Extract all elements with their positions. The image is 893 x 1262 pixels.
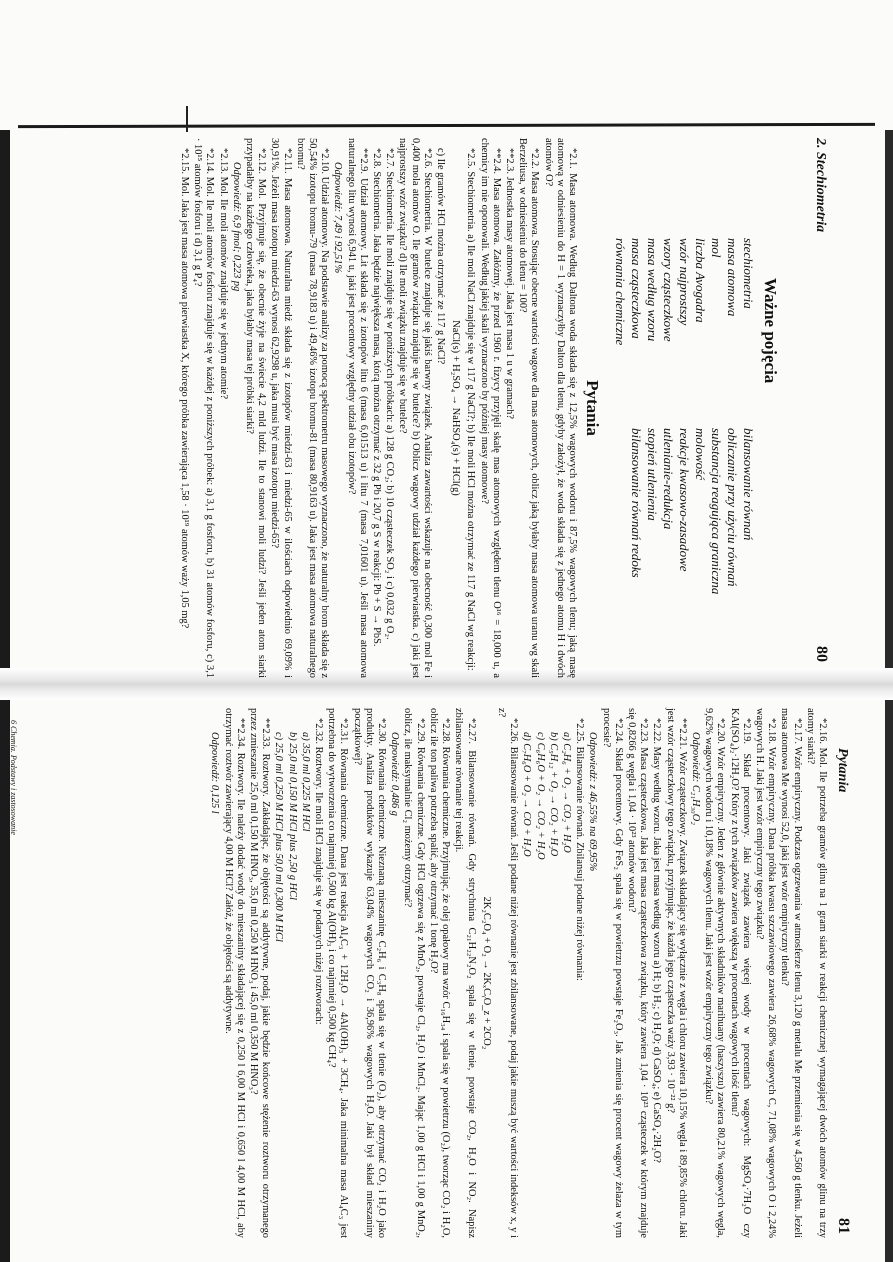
question-2-29: *2.29. Równania chemiczne. Gdy HCl ogrzewa się z MnO₂, powstaje Cl₂, H₂O i MnCl₂. Mając 1,00 g HCl i 1,00 g MnO₂, oblicz, ile maksymalnie Cl₂ możemy otrzymać? <box>402 708 426 1238</box>
equation-2-25c: c) C₆H₆O + O₂ → CO₂ + H₂O <box>534 732 546 860</box>
binder-mark <box>186 106 188 132</box>
question-2-24: *2.24. Skład procentowy. Gdy FeS₂ spala się w powietrzu powstaje Fe₂O₃. Jak zmienia się procent wagowy żelaza w tym procesie? <box>600 708 624 1238</box>
question-2-12: *2.12. Mol. Przyjmuje się, że obecnie żyje na świecie 4,2 mld ludzi. Ile to stanowi moli ludzi? Jeśli jeden atom siarki przypadałby na każdego człowieka, jaka byłaby masa tej próbki siarki? <box>243 138 268 678</box>
term-item: stopień utlenienia <box>645 428 660 521</box>
term-item: reakcje kwasowo-zasadowe <box>677 428 692 572</box>
question-2-3: **2.3. Jednostka masy atomowej. Jaka jest masa 1 u w gramach? <box>503 148 515 419</box>
question-2-5: *2.5. Stechiometria. a) Ile moli NaCl znajduje się w 117 g NaCl?; b) Ile moli HCl można otrzymać ze 117 g NaCl wg reakcji: <box>465 148 477 671</box>
term-item: bilansowanie równań <box>741 428 756 541</box>
left-page-questions <box>58 138 602 678</box>
question-2-17: *2.17. Wzór empiryczny. Podczas ogrzewania w atmosferze tlenu 3,120 g metalu Me przemienia się w 4,560 g tlenku. Jeżeli masa atomowa Me wynosi 52,0, jaki jest wzór empiryczny tlenku? <box>779 708 803 1238</box>
question-2-34: **2.34. Roztwory. Ile należy dodać wody do mieszaniny składającej się z 0,250 l 6,00 M HCl i 0,650 l 4,00 M HCl, aby otrzymać roztwór zawierający 4,00 M HCl? Załóż, że objętości są addytywne. <box>222 708 246 1238</box>
page-footer: 6 Chemia. Podstawy i zastosowanie <box>9 720 18 835</box>
question-2-28: *2.28. Równania chemiczne. Przyjmując, że olej opałowy ma wzór C₁₆H₃₄ i spala się w powietrzu (O₂), tworząc CO₂ i H₂O, oblicz ile ton paliwa potrzeba spalić, aby otrzymać 1 tonę H₂O? <box>427 708 452 1238</box>
term-item: masa cząsteczkowa <box>629 238 644 339</box>
heading-important-terms: Ważne pojęcia <box>761 278 780 384</box>
answer-2-12: Odpowiedź: 6,9 fmol; 0,223 pg <box>230 162 242 292</box>
question-2-23: *2.23. Masa cząsteczkowa. Jaka jest masa cząsteczkowa związku, który zawiera 1,04 · 10²³ cząsteczek w którym znajduje się 0,8266 g węgla i 1,04 · 10²³ atomów wodoru? <box>625 708 650 1238</box>
question-2-4: **2.4. Masa atomowa. Załóżmy, że przed 1960 r. fizycy przyjęli skalę mas atomowych względem tlenu O¹⁶ = 18,000 u, a chemicy im nie oponowali. Według jakiej skali wyznaczono by później masy atomowe? <box>478 138 502 678</box>
question-2-27: *2.27. Bilansowanie równań. Gdy strychnina C₂₁H₂₂N₂O₂ spala się w tlenie, powstaje CO₂, H₂O i NO₂. Napisz zbilansowane równanie tej reakcji. <box>453 708 477 1238</box>
equation-2-25b: b) C₅H₁₂ + O₂ → CO₂ + H₂O <box>547 732 559 857</box>
term-item: obliczanie przy użyciu równań <box>725 428 740 587</box>
question-2-2: *2.2. Masa atomowa. Stosując obecne wartości wagowe dla mas atomowych, oblicz jaką byłaby masa atomowa uranu wg skali Berzeliusa, w odniesieniu do tlenu = 100? <box>517 138 541 678</box>
question-2-14: *2.14. Mol. Ile moli atomów fosforu znajduje się w każdej z poniższych próbek: a) 3,1 g fosforu, b) 31 atomów fosforu, c) 3,1 · 10¹⁵ atomów fosforu i d) 3,1 g P₄? <box>192 138 216 678</box>
answer-2-9: Odpowiedź: 7,49 i 92,51% <box>332 162 344 274</box>
question-2-18: *2.18. Wzór empiryczny. Dana próbka kwasu szczawiowego zawiera 26,68% wagowych C, 71,08% wagowych O i 2,24% wagowych H. Jaki jest wzór empiryczny tego związku? <box>753 708 778 1238</box>
answer-2-20: Odpowiedź: C₂₁H₃₀O₂ <box>689 732 701 825</box>
running-header: Pytania <box>835 748 850 793</box>
question-2-25: *2.25. Bilansowanie równań. Zbilansuj podane niżej równania: <box>574 718 586 981</box>
question-2-9: **2.9. Udział atomowy. Lit składa się z izotopów litu 6 (masa 6,01513 u) i litu 7 (masa 7,01601 u). Jeśli masa atomowa naturalnego litu wynosi 6,941 u, jaki jest procentowy względny udział obu izotopów? <box>345 138 369 678</box>
term-item: substancja reagująca graniczna <box>709 428 724 595</box>
question-2-13: *2.13. Mol. Ile moli atomów znajduje się w jednym atomie? <box>217 148 229 400</box>
questions-text-left <box>177 138 578 678</box>
answer-2-24: Odpowiedź: z 46,55% na 69,95% <box>587 732 599 872</box>
question-2-6: *2.6. Stechiometria. W butelce znajduje się jakiś barwny związek. Analiza zawartości wskazuje na obecność 0,300 mol Fe i 0,400 mola atomów O. Ile gramów związku znajduje się w butelce? b) Oblicz wagowy udział każdego pierwiastka. c) jaki jest najprostszy wzór związku? d) Ile moli związku znajduje się w butelce? <box>397 138 433 678</box>
question-2-8: *2.8. Stechiometria. Jaka będzie największa masa, którą można otrzymać z 32 g Pb i 20,7 g S w reakcji: Pb + S → PbS. <box>370 148 382 647</box>
equation-2-26: 2K₂C₂O₄ + O₂ → 2KₓCᵧO_z + 2CO₂ <box>480 896 492 1050</box>
terms-column-1 <box>612 238 756 345</box>
answer-2-29: Odpowiedź: 0,486 g <box>389 732 401 816</box>
solution-2-32c: c) 25,0 ml 0,250 M HCl plus 50,0 ml 0,300 M HCl <box>273 732 285 942</box>
term-item: mol <box>709 238 724 258</box>
answer-2-34: Odpowiedź: 0,125 l <box>209 732 221 814</box>
term-item: wzory cząsteczkowe <box>661 238 676 342</box>
question-2-5c: c) Ile gramów HCl można otrzymać ze 117 g NaCl? <box>434 148 446 365</box>
solution-2-32b: b) 25,0 ml 0,150 M HCl plus 2,50 g HCl <box>286 732 298 900</box>
equation-nacl: NaCl(s) + H₂SO₄ → NaHSO₄(s) + HCl(g) <box>450 320 462 496</box>
question-2-1: *2.1. Masa atomowa. Według Daltona woda składa się z 12,5% wagowych wodoru i 87,5% wagowych tlenu; jaką masę atomową w odniesieniu do H = 1 wyznaczyłby Dalton dla tlenu, gdyby założył, że woda składa się z jednego atomu H i dwóch atomów O? <box>542 138 578 678</box>
question-2-7: *2.7. Stechiometria. Ile moli znajduje się w poniższych próbkach: a) 128 g CO₂; b) 10 cząsteczek SO₂ i c) 0,032 g O₂. <box>384 148 396 640</box>
question-2-16: *2.16. Mol. Ile potrzeba gramów glinu na 1 gram siarki w reakcji chemicznej wymagającej dwóch atomów glinu na trzy atomy siarki? <box>804 708 828 1238</box>
question-2-19: *2.19. Skład procentowy. Jaki związek zawiera więcej wody w procentach wagowych: MgSO₄·7H₂O czy KAl(SO₄)₂·12H₂O? Który z tych związków zawiera większą w procentach wagowych ilość tlenu? <box>728 708 752 1238</box>
question-2-22: *2.22. Masy według wzoru. Jaka jest masa według wzoru a) H; b) H₂; c) H₂O; d) CaSO₄; e) CaSO₄·2H₂O? <box>651 718 663 1163</box>
question-2-15: *2.15. Mol. Jaka jest masa atomowa pierwiastka X, którego próbka zawierająca 1,58 · 10¹⁹ atomów waży 1,05 mg? <box>178 148 190 629</box>
right-page-text-area <box>40 708 850 1238</box>
term-item: wzór najprostszy <box>677 238 692 326</box>
solution-2-32a: a) 35,0 ml 0,225 M HCl <box>299 732 311 832</box>
equation-2-25a: a) C₂H₆ + O₂ → CO₂ + H₂O <box>560 732 572 853</box>
chapter-header: 2. Stechiometria <box>813 138 828 233</box>
page-number-81: 81 <box>835 1218 852 1234</box>
question-2-26: *2.26. Bilansowanie równań. Jeśli podane niżej równanie jest zbilansowane, podaj jakie muszą być wartości indeksów x, y i z? <box>495 708 520 1238</box>
question-2-30: *2.30. Równania chemiczne. Nieznaną mieszaninę C₂H₆ i C₃H₈ spala się w tlenie (O₂), aby otrzymać CO₂ i H₂O jako produkty. Analiza produktów wykazuje 63,04% wagowych CO₂ i 36,96% wagowych H₂O. Jaki był skład mieszaniny początkowej? <box>351 708 388 1238</box>
term-item: molowość <box>693 428 708 480</box>
terms-column-2 <box>628 428 756 594</box>
term-item: stechiometria <box>741 238 756 309</box>
term-item: masa według wzoru <box>645 238 660 342</box>
questions-text-right <box>207 708 828 1238</box>
term-item: utlenianie-redukcja <box>661 428 676 530</box>
question-2-21: **2.21. Wzór cząsteczkowy. Związek składający się wyłącznie z węgla i chloru zawiera 10,15% węgla i 89,85% chloru. Jaki jest wzór cząsteczkowy tego związku, przyjmując, że każda jego cząsteczka waży 3,93 · 10⁻²² g? <box>664 708 688 1238</box>
term-item: bilansowanie równań redoks <box>629 428 644 578</box>
term-item: liczba Avogadra <box>693 238 708 323</box>
term-item: masa atomowa <box>725 238 740 317</box>
question-2-32: *2.32. Roztwory. Ile moli HCl znajduje się w podanych niżej roztworach: <box>313 718 325 1025</box>
equation-2-25d: d) C₇H₆O + O₂ → CO + H₂O <box>521 732 533 857</box>
term-item: równania chemiczne <box>613 238 628 346</box>
question-2-31: *2.31. Równania chemiczne. Dana jest reakcja Al₄C₃ + 12H₂O → 4Al(OH)₃ + 3CH₄. Jaka minimalna masa Al₄C₃ jest potrzebna do wytworzenia co najmniej 0,500 kg Al(OH)₃ i co najmniej 0,500 kg CH₄? <box>326 708 350 1238</box>
question-2-33: **2.33. Roztwory. Zakładając, że objętości są addytywne, podaj, jakie będzie końcowe stężenie roztworu otrzymanego przez zmieszanie 25,0 ml 0,150 M HNO₃, 35,0 ml 0,250 M HNO₃ i 45,0 ml 0,350 M HNO₃? <box>248 708 272 1238</box>
question-2-11: *2.11. Masa atomowa. Naturalna miedź składa się z izotopów miedzi-63 i miedzi-65 w ilościach odpowiednio 69,09% i 30,91%. Jeżeli masa izotopu miedzi-63 wynosi 62,9298 u, jaka musi być masa izotopu miedzi-65? <box>269 138 293 678</box>
question-2-10: *2.10. Udział atomowy. Na podstawie analizy za pomocą spektrometru masowego wyznaczono, że naturalny brom składa się z 50,54% izotopu bromu-79 (masa 78,9183 u) i 49,46% izotopu bromu-81 (masa 80,9163 u). Jaka jest masa atomowa naturalnego bromu? <box>294 138 331 678</box>
heading-questions: Pytania <box>583 380 602 436</box>
page-number-80: 80 <box>813 646 830 662</box>
question-2-20: *2.20. Wzór empiryczny. Jeden z głównie aktywnych składników marihuany (haszyszu) zawiera 80,21% wagowych węgla, 9,62% wagowych wodoru i 10,18% wagowych tlenu. Jaki jest wzór empiryczny tego związku? <box>703 708 727 1238</box>
